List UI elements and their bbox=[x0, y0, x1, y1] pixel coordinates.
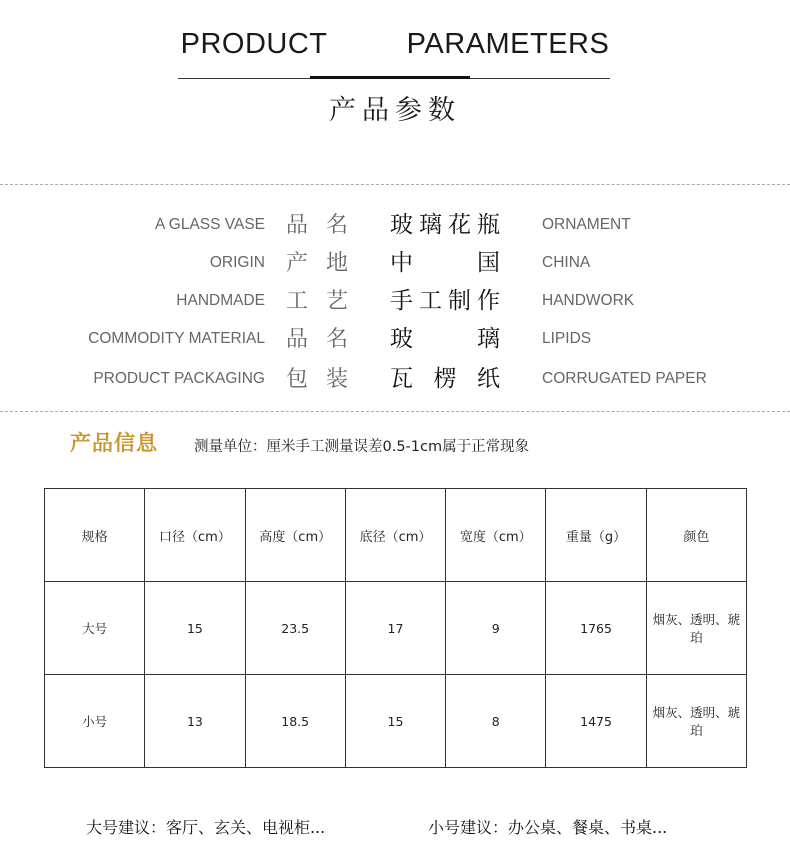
table-cell: 15 bbox=[345, 675, 445, 768]
dashed-divider-bottom bbox=[0, 411, 790, 412]
param-label: 工艺 bbox=[286, 289, 348, 314]
header-cell: 宽度（cm） bbox=[446, 489, 546, 582]
param-en-left: A GLASS VASE bbox=[155, 216, 265, 233]
info-title: 产品信息 bbox=[70, 431, 158, 455]
param-row-packaging bbox=[0, 360, 790, 398]
table-header-row bbox=[45, 489, 747, 582]
table-cell: 小号 bbox=[45, 675, 145, 768]
table-cell: 9 bbox=[446, 582, 546, 675]
table-cell: 大号 bbox=[45, 582, 145, 675]
table-cell: 15 bbox=[145, 582, 245, 675]
param-row-origin bbox=[0, 244, 790, 282]
param-en-right: HANDWORK bbox=[542, 292, 635, 309]
table-cell: 烟灰、透明、琥珀 bbox=[646, 582, 746, 675]
param-label: 品名 bbox=[286, 213, 348, 238]
table-cell: 13 bbox=[145, 675, 245, 768]
title-chinese: 产品参数 bbox=[329, 95, 461, 126]
header-cell: 重量（g） bbox=[546, 489, 646, 582]
spec-table bbox=[44, 488, 747, 768]
param-en-right: LIPIDS bbox=[542, 330, 592, 347]
param-row-material bbox=[0, 320, 790, 358]
param-en-left: HANDMADE bbox=[176, 292, 265, 309]
param-label: 产地 bbox=[286, 251, 348, 276]
param-row-name bbox=[0, 206, 790, 244]
header-cell: 规格 bbox=[45, 489, 145, 582]
param-en-left: PRODUCT PACKAGING bbox=[93, 370, 265, 387]
table-cell: 23.5 bbox=[245, 582, 345, 675]
param-en-right: ORNAMENT bbox=[542, 216, 631, 233]
table-row bbox=[45, 582, 747, 675]
header-cell: 高度（cm） bbox=[245, 489, 345, 582]
header-cell: 底径（cm） bbox=[345, 489, 445, 582]
param-value: 瓦楞纸 bbox=[390, 366, 500, 392]
table-cell: 1765 bbox=[546, 582, 646, 675]
title-divider-accent bbox=[310, 76, 470, 79]
table-cell: 18.5 bbox=[245, 675, 345, 768]
table-cell: 8 bbox=[446, 675, 546, 768]
header-cell: 颜色 bbox=[646, 489, 746, 582]
param-value: 玻璃花瓶 bbox=[390, 212, 500, 238]
param-en-left: ORIGIN bbox=[209, 254, 265, 271]
param-value: 玻璃 bbox=[390, 326, 500, 352]
table-cell: 17 bbox=[345, 582, 445, 675]
param-en-left: COMMODITY MATERIAL bbox=[88, 330, 265, 347]
param-en-right: CHINA bbox=[542, 254, 591, 271]
header-cell: 口径（cm） bbox=[145, 489, 245, 582]
dashed-divider-top bbox=[0, 184, 790, 185]
param-en-right: CORRUGATED PAPER bbox=[542, 370, 707, 387]
title-english: PRODUCT PARAMETERS bbox=[180, 28, 610, 60]
param-label: 包装 bbox=[286, 367, 348, 392]
param-label: 品名 bbox=[286, 327, 348, 352]
measurement-note: 测量单位：厘米手工测量误差0.5-1cm属于正常现象 bbox=[194, 439, 530, 455]
param-value: 手工制作 bbox=[390, 288, 500, 314]
table-cell: 1475 bbox=[546, 675, 646, 768]
large-size-suggestion: 大号建议：客厅、玄关、电视柜... bbox=[86, 818, 326, 837]
param-value: 中国 bbox=[390, 250, 500, 276]
table-row bbox=[45, 675, 747, 768]
table-cell: 烟灰、透明、琥珀 bbox=[646, 675, 746, 768]
small-size-suggestion: 小号建议：办公桌、餐桌、书桌... bbox=[428, 818, 668, 837]
param-row-craft bbox=[0, 282, 790, 320]
